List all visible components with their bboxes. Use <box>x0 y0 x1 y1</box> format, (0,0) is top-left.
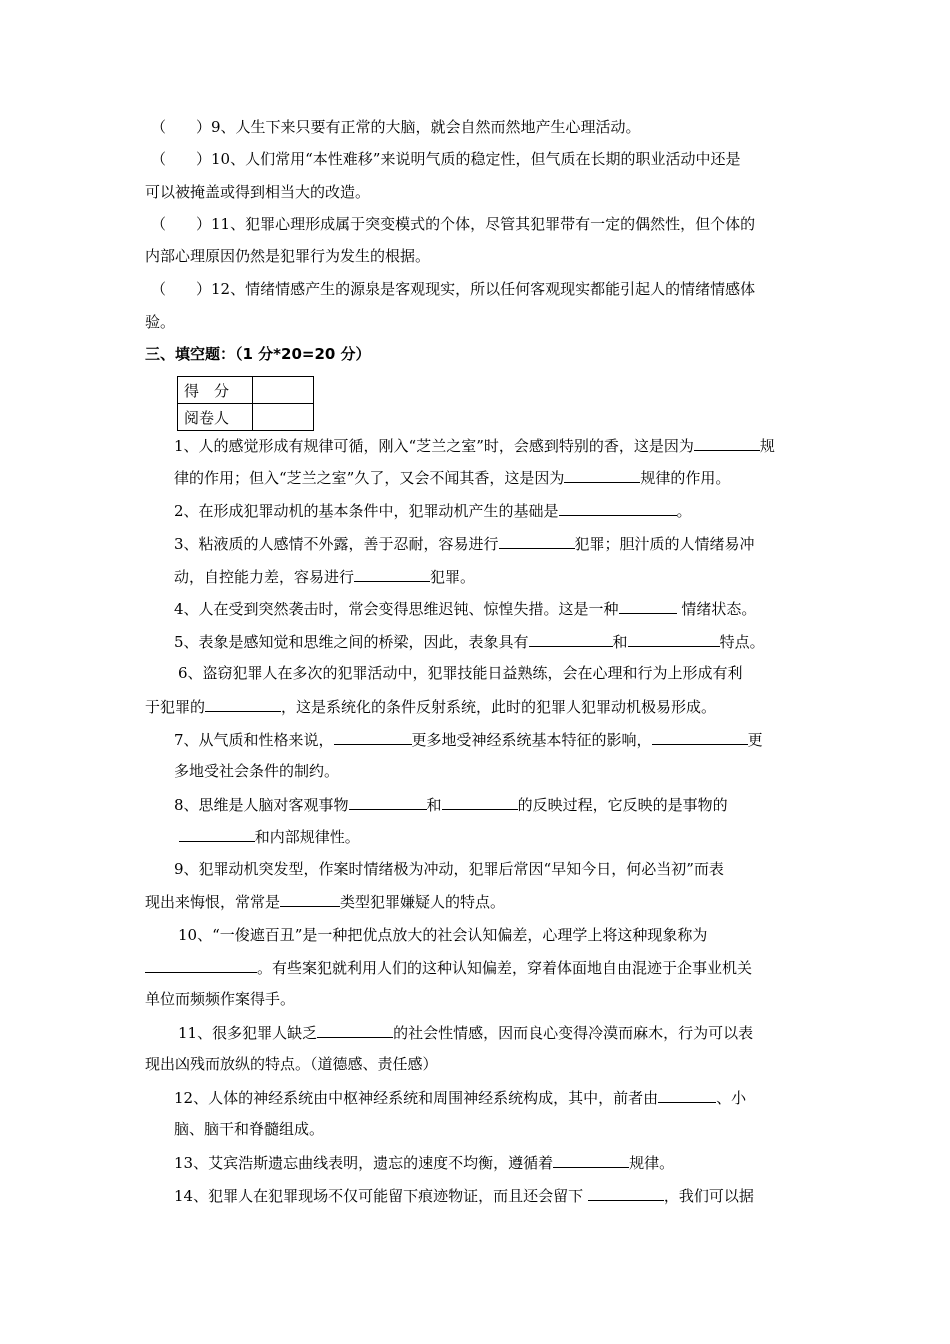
fill-question-14 <box>174 1185 754 1206</box>
question-text: 。有些案犯就利用人们的这种认知偏差，穿着体面地自由混迹于企事业机关 <box>257 959 753 977</box>
tf-question-10-cont: 可以被掩盖或得到相当大的改造。 <box>145 183 371 201</box>
fill-question-11-cont: 现出凶残而放纵的特点。（道德感、责任感） <box>145 1055 438 1073</box>
answer-paren[interactable]: （ ） <box>151 280 212 298</box>
fill-question-3-cont <box>174 566 475 587</box>
answer-blank[interactable] <box>317 1022 393 1038</box>
question-text: 犯罪；胆汁质的人情绪易冲 <box>574 535 755 553</box>
fill-question-11 <box>178 1022 753 1043</box>
question-text: ，我们可以据 <box>663 1187 754 1205</box>
question-text: 更 <box>747 731 763 749</box>
grader-label: 阅卷人 <box>178 404 253 431</box>
answer-blank[interactable] <box>652 729 748 745</box>
tf-question-9 <box>151 117 641 137</box>
grader-cell[interactable] <box>253 404 314 431</box>
answer-blank[interactable] <box>354 566 430 582</box>
score-label: 得 分 <box>178 377 253 404</box>
answer-blank[interactable] <box>499 533 575 549</box>
question-text: 特点。 <box>719 633 765 651</box>
question-text: 11、很多犯罪人缺乏 <box>178 1024 318 1042</box>
question-text: 现出来悔恨，常常是 <box>145 893 281 911</box>
fill-question-9-cont <box>145 891 505 912</box>
question-text: 12、人体的神经系统由中枢神经系统和周围神经系统构成，其中，前者由 <box>174 1089 659 1107</box>
score-box <box>177 376 314 431</box>
fill-question-7 <box>174 729 763 750</box>
fill-question-1-cont <box>174 467 730 488</box>
question-text: 于犯罪的 <box>145 698 206 716</box>
fill-question-10-cont <box>145 957 752 978</box>
answer-blank[interactable] <box>694 435 760 451</box>
fill-question-8-cont <box>174 826 360 847</box>
question-text: 和 <box>612 633 628 651</box>
fill-question-9: 9、犯罪动机突发型，作案时情绪极为冲动，犯罪后常因“早知今日，何必当初”而表 <box>174 860 724 878</box>
answer-paren[interactable]: （ ） <box>151 118 212 136</box>
question-text: 类型犯罪嫌疑人的特点。 <box>340 893 506 911</box>
question-text: ，这是系统化的条件反射系统，此时的犯罪人犯罪动机极易形成。 <box>281 698 717 716</box>
question-text: 8、思维是人脑对客观事物 <box>174 796 349 814</box>
answer-blank[interactable] <box>145 957 257 973</box>
answer-blank[interactable] <box>628 631 720 647</box>
question-text: 、小 <box>716 1089 747 1107</box>
question-text: 5、表象是感知觉和思维之间的桥梁，因此，表象具有 <box>174 633 529 651</box>
fill-question-10: 10、“一俊遮百丑”是一种把优点放大的社会认知偏差，心理学上将这种现象称为 <box>178 926 708 944</box>
answer-blank[interactable] <box>334 729 412 745</box>
tf-question-10 <box>151 149 740 169</box>
fill-question-7-cont: 多地受社会条件的制约。 <box>174 762 340 780</box>
question-text: 犯罪。 <box>430 568 476 586</box>
question-text: 12、情绪情感产生的源泉是客观现实，所以任何客观现实都能引起人的情绪情感体 <box>211 280 756 298</box>
question-text: 和 <box>426 796 442 814</box>
question-text: 10、人们常用“本性难移”来说明气质的稳定性，但气质在长期的职业活动中还是 <box>211 150 741 168</box>
answer-blank[interactable] <box>658 1087 716 1103</box>
question-text: 4、人在受到突然袭击时，常会变得思维迟钝、惊惶失措。这是一种 <box>174 600 619 618</box>
question-text: 规律的作用。 <box>640 469 731 487</box>
answer-blank[interactable] <box>553 1152 629 1168</box>
question-text: 的社会性情感，因而良心变得冷漠而麻木，行为可以表 <box>393 1024 754 1042</box>
fill-question-5 <box>174 631 765 652</box>
fill-question-12 <box>174 1087 746 1108</box>
fill-question-12-cont: 脑、脑干和脊髓组成。 <box>174 1120 325 1138</box>
answer-blank[interactable] <box>442 794 518 810</box>
score-cell[interactable] <box>253 377 314 404</box>
question-text: 和内部规律性。 <box>254 828 360 846</box>
answer-blank[interactable] <box>280 891 340 907</box>
section-heading: 三、填空题：（1 分*20=20 分） <box>145 345 371 363</box>
fill-question-10-cont2: 单位而频频作案得手。 <box>145 990 296 1008</box>
tf-question-12 <box>151 279 755 299</box>
answer-paren[interactable]: （ ） <box>151 150 212 168</box>
question-text: 情绪状态。 <box>681 600 757 618</box>
question-text: 规 <box>759 437 775 455</box>
answer-blank[interactable] <box>349 794 427 810</box>
question-text: 9、人生下来只要有正常的大脑，就会自然而然地产生心理活动。 <box>211 118 641 136</box>
answer-blank[interactable] <box>619 598 677 614</box>
question-text: 更多地受神经系统基本特征的影响， <box>411 731 652 749</box>
fill-question-3 <box>174 533 755 554</box>
tf-question-11 <box>151 214 755 234</box>
answer-blank[interactable] <box>179 826 255 842</box>
fill-question-13 <box>174 1152 674 1173</box>
fill-question-4 <box>174 598 756 619</box>
fill-question-2 <box>174 500 692 521</box>
question-text: 动，自控能力差，容易进行 <box>174 568 355 586</box>
question-text: 3、粘液质的人感情不外露，善于忍耐，容易进行 <box>174 535 499 553</box>
question-text: 2、在形成犯罪动机的基本条件中，犯罪动机产生的基础是 <box>174 502 559 520</box>
tf-question-12-cont: 验。 <box>145 313 176 331</box>
question-text: 7、从气质和性格来说， <box>174 731 334 749</box>
answer-blank[interactable] <box>205 696 281 712</box>
answer-blank[interactable] <box>529 631 613 647</box>
answer-blank[interactable] <box>559 500 677 516</box>
fill-question-6: 6、盗窃犯罪人在多次的犯罪活动中，犯罪技能日益熟练，会在心理和行为上形成有利 <box>178 664 743 682</box>
question-text: 规律。 <box>629 1154 675 1172</box>
question-text: 14、犯罪人在犯罪现场不仅可能留下痕迹物证，而且还会留下 <box>174 1187 584 1205</box>
question-text: 11、犯罪心理形成属于突变模式的个体，尽管其犯罪带有一定的偶然性，但个体的 <box>211 215 756 233</box>
answer-paren[interactable]: （ ） <box>151 215 212 233</box>
fill-question-6-cont <box>145 696 716 717</box>
question-text: 的反映过程，它反映的是事物的 <box>517 796 728 814</box>
question-text: 。 <box>676 502 692 520</box>
question-text: 律的作用；但入“芝兰之室”久了，又会不闻其香，这是因为 <box>174 469 565 487</box>
tf-question-11-cont: 内部心理原因仍然是犯罪行为发生的根据。 <box>145 247 431 265</box>
question-text: 13、艾宾浩斯遗忘曲线表明，遗忘的速度不均衡，遵循着 <box>174 1154 554 1172</box>
fill-question-8 <box>174 794 728 815</box>
answer-blank[interactable] <box>588 1185 664 1201</box>
fill-question-1 <box>174 435 775 456</box>
answer-blank[interactable] <box>564 467 640 483</box>
question-text: 1、人的感觉形成有规律可循，刚入“芝兰之室”时，会感到特别的香，这是因为 <box>174 437 694 455</box>
